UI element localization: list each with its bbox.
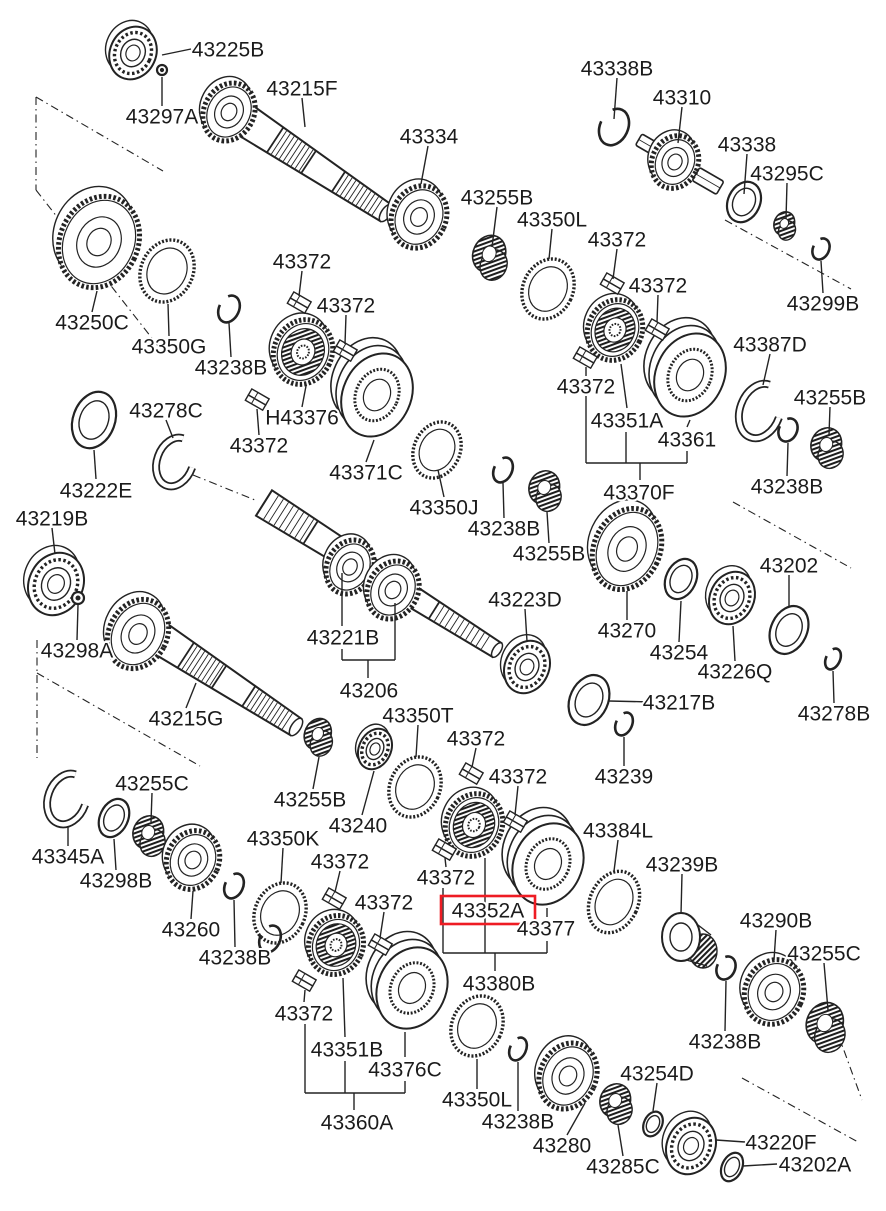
part-label-43254D[interactable]: 43254D <box>620 1062 694 1086</box>
part-label-43220F[interactable]: 43220F <box>745 1131 817 1155</box>
part-label-43350K[interactable]: 43350K <box>246 827 320 851</box>
part-label-43372-12[interactable]: 43372 <box>274 1002 334 1026</box>
part-label-43372-4[interactable]: 43372 <box>316 294 376 318</box>
part-label-43372-9[interactable]: 43372 <box>310 850 370 874</box>
part-label-43350T[interactable]: 43350T <box>382 704 454 728</box>
leader-line <box>829 407 830 435</box>
leader-line <box>345 315 346 344</box>
part-label-43254[interactable]: 43254 <box>649 641 709 665</box>
part-label-43260[interactable]: 43260 <box>161 918 221 942</box>
part-label-43297A[interactable]: 43297A <box>125 105 199 129</box>
leader-line <box>234 900 235 947</box>
part-label-43226Q[interactable]: 43226Q <box>697 660 773 684</box>
part-label-43350J[interactable]: 43350J <box>409 496 479 520</box>
leader-line <box>681 874 682 914</box>
part-label-43280[interactable]: 43280 <box>532 1134 592 1158</box>
part-label-43371C[interactable]: 43371C <box>329 461 403 485</box>
part-label-43278B[interactable]: 43278B <box>797 702 871 726</box>
part-label-43376C[interactable]: 43376C <box>368 1058 442 1082</box>
part-label-43350G[interactable]: 43350G <box>131 335 207 359</box>
part-label-43217B[interactable]: 43217B <box>642 691 716 715</box>
part-label-43278C[interactable]: 43278C <box>129 399 203 423</box>
part-label-43370F[interactable]: 43370F <box>603 481 675 505</box>
part-label-43338[interactable]: 43338 <box>717 133 777 157</box>
part-label-43221B[interactable]: 43221B <box>306 626 380 650</box>
leader-line <box>657 295 658 322</box>
part-43298A-ball-icon <box>72 592 84 604</box>
part-label-43372-6[interactable]: 43372 <box>556 375 616 399</box>
part-label-43380B[interactable]: 43380B <box>462 972 536 996</box>
part-label-43372-10[interactable]: 43372 <box>354 891 414 915</box>
part-label-43238B-2[interactable]: 43238B <box>467 517 541 541</box>
part-label-43334[interactable]: 43334 <box>399 125 459 149</box>
part-label-43222E[interactable]: 43222E <box>59 479 133 503</box>
part-label-43202A[interactable]: 43202A <box>778 1153 852 1177</box>
part-label-43387D[interactable]: 43387D <box>733 333 807 357</box>
part-label-43240[interactable]: 43240 <box>328 814 388 838</box>
part-label-43290B[interactable]: 43290B <box>739 909 813 933</box>
part-label-43239[interactable]: 43239 <box>594 765 654 789</box>
part-label-43255B-2[interactable]: 43255B <box>512 542 586 566</box>
part-label-43238B-3[interactable]: 43238B <box>750 475 824 499</box>
part-label-43215F[interactable]: 43215F <box>266 77 338 101</box>
part-label-43255C-2[interactable]: 43255C <box>787 942 861 966</box>
part-43297A-ball-icon <box>157 65 167 75</box>
leader-line <box>786 183 787 219</box>
part-label-43270[interactable]: 43270 <box>597 619 657 643</box>
leader-line <box>833 671 834 703</box>
leader-line <box>77 605 78 640</box>
part-label-43372-5[interactable]: 43372 <box>229 434 289 458</box>
part-label-43285C[interactable]: 43285C <box>586 1155 660 1179</box>
part-label-43202[interactable]: 43202 <box>759 554 819 578</box>
part-label-43238B-4[interactable]: 43238B <box>198 946 272 970</box>
part-label-43361[interactable]: 43361 <box>657 428 717 452</box>
part-label-43239B[interactable]: 43239B <box>645 853 719 877</box>
part-label-43351A[interactable]: 43351A <box>590 409 664 433</box>
part-label-43255B-3[interactable]: 43255B <box>793 386 867 410</box>
part-label-43295C[interactable]: 43295C <box>750 162 824 186</box>
part-label-43372-3[interactable]: 43372 <box>272 250 332 274</box>
part-label-43238B-5[interactable]: 43238B <box>688 1030 762 1054</box>
part-label-43372-11[interactable]: 43372 <box>416 866 476 890</box>
part-label-43338B[interactable]: 43338B <box>580 57 654 81</box>
part-label-43360A[interactable]: 43360A <box>320 1111 394 1135</box>
part-label-43372-7[interactable]: 43372 <box>446 727 506 751</box>
part-label-43225B[interactable]: 43225B <box>191 38 265 62</box>
leader-line <box>151 793 152 822</box>
part-label-43206[interactable]: 43206 <box>339 679 399 703</box>
part-label-43350L-1[interactable]: 43350L <box>516 208 588 232</box>
part-label-H43376[interactable]: H43376 <box>265 406 339 430</box>
part-label-43238B-6[interactable]: 43238B <box>481 1110 555 1134</box>
part-label-43299B[interactable]: 43299B <box>786 292 860 316</box>
part-label-43255C-1[interactable]: 43255C <box>115 772 189 796</box>
part-label-43298B[interactable]: 43298B <box>79 869 153 893</box>
part-label-43384L[interactable]: 43384L <box>582 819 654 843</box>
part-label-43255B-4[interactable]: 43255B <box>273 788 347 812</box>
part-label-43351B[interactable]: 43351B <box>310 1038 384 1062</box>
part-label-43345A[interactable]: 43345A <box>31 845 105 869</box>
part-label-43238B-1[interactable]: 43238B <box>194 356 268 380</box>
part-label-43372-1[interactable]: 43372 <box>587 228 647 252</box>
part-label-43298A[interactable]: 43298A <box>40 639 114 663</box>
part-label-43215G[interactable]: 43215G <box>148 707 224 731</box>
part-label-43372-2[interactable]: 43372 <box>628 274 688 298</box>
part-label-43255B-1[interactable]: 43255B <box>460 186 534 210</box>
leader-line <box>725 981 726 1031</box>
part-label-43310[interactable]: 43310 <box>652 86 712 110</box>
part-label-43352A[interactable]: 43352A <box>451 899 525 923</box>
part-label-43250C[interactable]: 43250C <box>55 311 129 335</box>
part-label-43350L-2[interactable]: 43350L <box>441 1088 513 1112</box>
leader-line <box>787 443 788 476</box>
part-label-43223D[interactable]: 43223D <box>488 588 562 612</box>
part-label-43372-8[interactable]: 43372 <box>488 765 548 789</box>
leader-line <box>503 483 504 518</box>
leader-line <box>304 990 305 1002</box>
part-label-43377[interactable]: 43377 <box>516 917 576 941</box>
part-label-43219B[interactable]: 43219B <box>15 507 89 531</box>
leader-line <box>168 304 169 336</box>
